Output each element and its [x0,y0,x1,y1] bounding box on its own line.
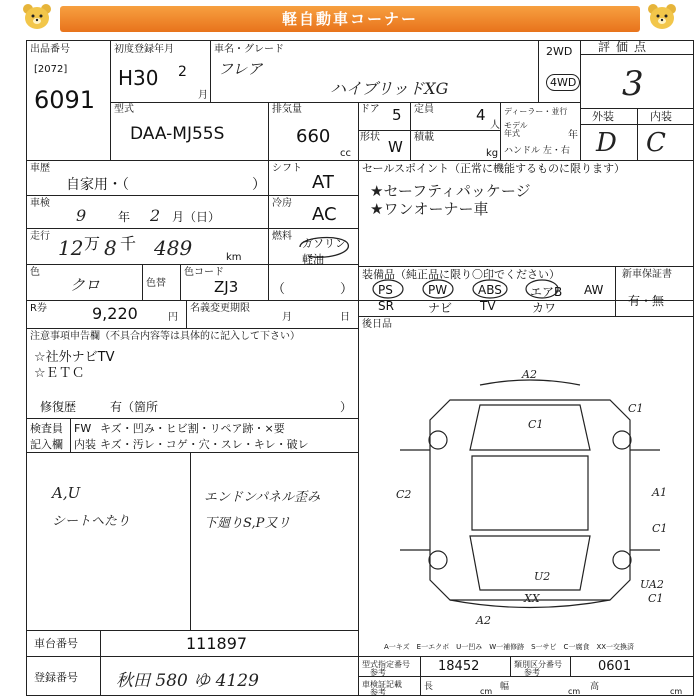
fuel-gasoline: ガソリン [302,237,346,250]
model-label: 型式 [114,104,134,115]
first-reg-label: 初度登録年月 [114,44,174,55]
model-num-sub: 参考 [370,668,386,677]
damage-mark: U2 [534,570,551,583]
repair-close: ） [340,400,353,414]
equipment-leather: カワ [532,301,557,315]
check-row2: キズ・汚レ・コゲ・穴・スレ・キレ・破レ [100,438,309,451]
damage-mark: A2 [522,368,537,381]
model-value: DAA-MJ55S [130,124,225,144]
equipment-navi: ナビ [428,301,453,315]
fuel-paren-close: ） [340,282,354,297]
equipment-aw: AW [584,283,604,297]
class-num-label: 類別区分番号 [514,660,562,669]
fuel-diesel: 軽油 [302,253,324,266]
model-num-value: 18452 [438,659,480,674]
dims-unit: cm [480,687,493,696]
grade-label: 評価点 [598,40,653,54]
mileage-man: 12 [58,236,84,260]
equipment-tv: TV [480,299,496,313]
drive-4wd: 4WD [546,74,580,91]
note-item: ☆社外ナビTV [34,350,115,365]
inspection-label: 車検 [30,198,50,209]
notes-label: 注意事項申告欄（不具合内容等は具体的に記入して下さい） [30,331,300,342]
dims-unit: cm [670,687,683,696]
repair-label: 修復歴 [40,400,77,414]
color-code-label: 色コード [184,267,224,278]
aircon-value: AC [312,204,337,225]
check-sub-label: 記入欄 [30,438,63,451]
displacement-unit: cc [340,148,351,159]
load-label: 積載 [414,132,434,143]
displacement-value: 660 [296,126,331,147]
meigi-month: 月 [282,312,292,323]
color-code: ZJ3 [214,278,239,296]
equipment-pw: PW [428,283,448,297]
equipment-label: 装備品（純正品に限り〇印でください） [362,268,560,281]
lot-label: 出品番号 [30,44,70,55]
damage-mark: C1 [648,592,664,605]
shift-label: シフト [272,163,302,174]
mileage-label: 走行 [30,231,50,242]
mileage-sen: 8 [104,236,117,260]
equipment-airbag: エアB [530,285,563,299]
displacement-label: 排気量 [272,104,302,115]
history-label: 車歴 [30,163,50,174]
chassis-label: 車台番号 [34,637,78,650]
bear-mascot-icon [645,2,679,34]
check-row1-head: FW [74,422,92,435]
exterior-grade: D [596,128,617,158]
damage-mark: C1 [528,418,544,431]
doors-label: ドア [360,104,380,115]
model-year-unit: 年 [568,130,578,141]
interior-label: 内装 [650,110,672,123]
mileage-unit: km [226,252,242,263]
damage-mark: C1 [652,522,668,535]
model-year-label: モデル年式 [504,121,528,138]
selling-points-label: セールスポイント（正常に機能するものに限ります） [362,162,626,175]
model-num-label: 型式指定番号 [362,660,410,669]
mileage-sen-unit: 千 [120,234,137,253]
meigi-label: 名義変更期限 [190,303,250,314]
capacity-value: 4 [476,106,486,124]
diagram-legend: A一キズ E一エクボ U一凹み W一補修跡 S一サビ C一腐食 XX一交換済 [384,643,635,651]
equipment-circle-marks [370,278,570,300]
note-item: ☆ＥＴＣ [34,366,85,381]
page-title: 軽自動車コーナー [281,10,418,28]
inspection-month: 2 [150,206,161,225]
first-reg-month: 2 [178,64,187,80]
first-reg-year: H30 [118,66,159,90]
damage-mark: C1 [628,402,644,415]
selling-point-item: ★ワンオーナー車 [370,200,489,218]
load-unit: kg [486,148,499,159]
color-label: 色 [30,267,40,278]
header-banner [60,6,640,32]
car-name: フレア [218,60,263,78]
shift-value: AT [312,172,334,193]
chassis-value: 111897 [186,634,248,653]
inspector-note-left: A,U [52,484,81,502]
shape-label: 形状 [360,132,380,143]
mileage-rest: 489 [154,236,193,260]
inspection-year-unit: 年 [118,210,131,224]
check-row2-head: 内装 [74,438,96,451]
inspector-note-left: シートヘたり [52,514,131,529]
inspector-note-right: 下廻りS,P又リ [204,516,291,531]
handle-label: ハンドル 左・右 [504,146,570,156]
reg-number-label: 登録番号 [34,671,78,684]
color-change-label: 色替 [146,278,166,289]
recycle-unit: 円 [168,312,178,323]
warranty-value: 有・無 [628,294,665,308]
class-num-value: 0601 [598,659,632,674]
shape-value: W [388,138,403,156]
reg-number-value: 秋田 580 ゆ 4129 [116,671,259,691]
grade-score: 3 [622,64,644,104]
color-value: クロ [70,276,101,294]
equipment-ps: PS [378,283,393,297]
damage-mark: UA2 [640,578,664,591]
damage-mark: A2 [476,614,491,627]
inspection-year: 9 [76,206,87,225]
bear-mascot-icon [20,2,54,34]
mileage-man-unit: 万 [84,234,101,253]
damage-mark: A1 [652,486,667,499]
history-value: 自家用・（ [66,177,129,193]
dims-unit: cm [568,687,581,696]
selling-point-item: ★セーフティパッケージ [370,182,531,200]
dims-length: 長 [424,682,434,692]
class-num-sub: 参考 [524,668,540,677]
check-label: 検査員 [30,422,63,435]
equipment-abs: ABS [478,283,502,297]
history-close: ） [252,177,266,193]
fuel-paren-open: （ [272,282,286,297]
first-reg-month-unit: 月 [198,90,208,101]
capacity-label: 定員 [414,104,434,115]
damage-mark: C2 [396,488,412,501]
header [0,0,700,36]
dims-width: 幅 [500,682,510,692]
recycle-label: R券 [30,303,47,314]
capacity-unit: 人 [490,120,500,131]
dims-sub: 参考 [370,688,386,697]
inspection-month-unit: 月（日） [172,210,221,224]
dims-label: 車検証記載 [362,680,402,689]
recycle-value: 9,220 [92,304,138,323]
after-fit-label: 後日品 [362,319,392,330]
exterior-label: 外装 [592,110,614,123]
doors-value: 5 [392,106,402,124]
drive-2wd: 2WD [546,45,573,58]
inspector-note-right: エンドンパネル歪み [204,490,321,505]
check-row1: キズ・凹み・ヒビ割・リペア跡・×要 [100,422,285,435]
damage-mark: XX [524,592,540,605]
repair-value: 有（箇所 [110,400,159,414]
warranty-label: 新車保証書 [622,269,672,280]
lot-number: 6091 [34,86,96,114]
car-grade: ハイブリッドXG [330,79,449,98]
aircon-label: 冷房 [272,198,292,209]
lot-code: [2072] [34,64,68,75]
fuel-label: 燃料 [272,231,292,242]
equipment-sr: SR [378,299,394,313]
dealer-label: ディーラー・並行 [504,107,568,116]
meigi-day: 日 [340,312,350,323]
interior-grade: C [646,128,666,158]
dims-height: 高 [590,682,600,692]
car-name-label: 車名・グレード [214,44,284,55]
